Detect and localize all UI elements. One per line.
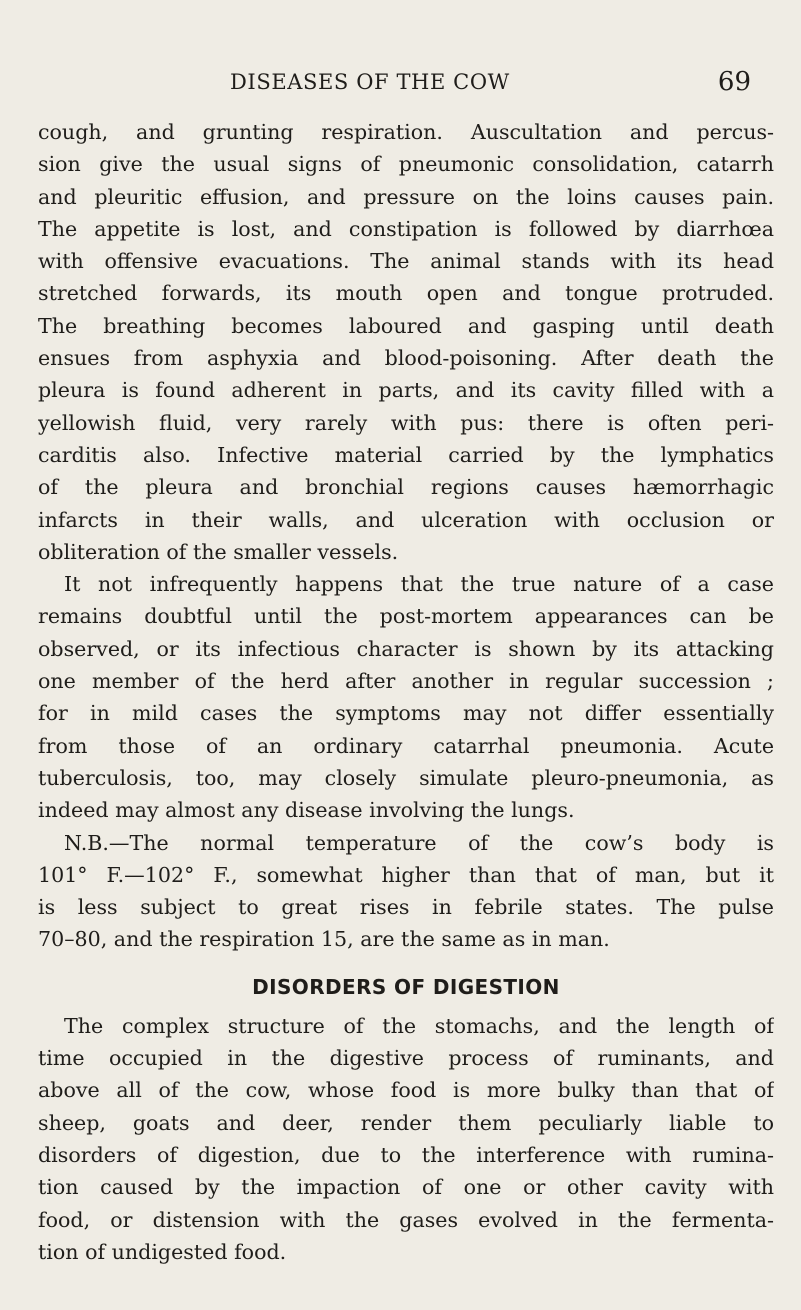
text-line: from those of an ordinary catarrhal pneumonia. Acute: [38, 733, 774, 758]
text-line: The breathing becomes laboured and gasping until death: [38, 313, 774, 338]
text-line: The appetite is lost, and constipation is followed by diarrhœa: [38, 216, 774, 241]
section-digestion-text: [38, 1010, 774, 1268]
running-head: DISEASES OF THE COW: [230, 70, 510, 94]
text-line: indeed may almost any disease involving the lungs.: [38, 798, 575, 823]
text-line: sion give the usual signs of pneumonic consolidation, catarrh: [38, 152, 774, 177]
section-pneumonia-text: [38, 116, 774, 956]
text-line: sheep, goats and deer, render them peculiarly liable to: [38, 1110, 774, 1135]
text-line: disorders of digestion, due to the interference with rumina-: [38, 1142, 774, 1167]
text-line: tuberculosis, too, may closely simulate pleuro-pneumonia, as: [38, 765, 774, 790]
text-line: tion caused by the impaction of one or other cavity with: [38, 1175, 774, 1200]
text-line: infarcts in their walls, and ulceration with occlusion or: [38, 507, 774, 532]
text-line: for in mild cases the symptoms may not differ essentially: [38, 701, 774, 726]
page-number: 69: [717, 67, 751, 97]
text-line: is less subject to great rises in febrile states. The pulse: [38, 895, 774, 920]
text-line: 70–80, and the respiration 15, are the same as in man.: [38, 927, 610, 952]
text-line: cough, and grunting respiration. Auscultation and percus-: [38, 120, 774, 144]
text-line: N.B.—The normal temperature of the cow’s body is: [64, 830, 774, 855]
section-heading: DISORDERS OF DIGESTION: [252, 974, 560, 999]
text-line: food, or distension with the gases evolved in the fermenta-: [38, 1207, 774, 1232]
text-line: stretched forwards, its mouth open and tongue protruded.: [38, 281, 774, 306]
body-text: [38, 116, 774, 1268]
text-line: ensues from asphyxia and blood-poisoning. After death the: [38, 346, 774, 371]
text-line: It not infrequently happens that the true nature of a case: [64, 572, 774, 597]
text-line: obliteration of the smaller vessels.: [38, 539, 399, 564]
text-line: yellowish fluid, very rarely with pus: there is often peri-: [38, 410, 774, 435]
text-line: pleura is found adherent in parts, and its cavity filled with a: [38, 378, 774, 403]
text-line: 101° F.—102° F., somewhat higher than that of man, but it: [38, 862, 774, 887]
text-line: time occupied in the digestive process of ruminants, and: [38, 1046, 774, 1071]
text-line: observed, or its infectious character is shown by its attacking: [38, 636, 774, 661]
text-line: and pleuritic effusion, and pressure on the loins causes pain.: [38, 184, 774, 209]
text-line: carditis also. Infective material carried by the lymphatics: [38, 442, 774, 467]
text-line: remains doubtful until the post-mortem appearances can be: [38, 604, 774, 629]
text-line: of the pleura and bronchial regions causes hæmorrhagic: [38, 475, 774, 500]
text-line: The complex structure of the stomachs, and the length of: [64, 1013, 774, 1038]
text-line: with offensive evacuations. The animal stands with its head: [38, 249, 774, 274]
text-line: above all of the cow, whose food is more bulky than that of: [38, 1078, 774, 1103]
text-line: tion of undigested food.: [38, 1239, 287, 1264]
text-line: one member of the herd after another in regular succession ;: [38, 669, 774, 694]
